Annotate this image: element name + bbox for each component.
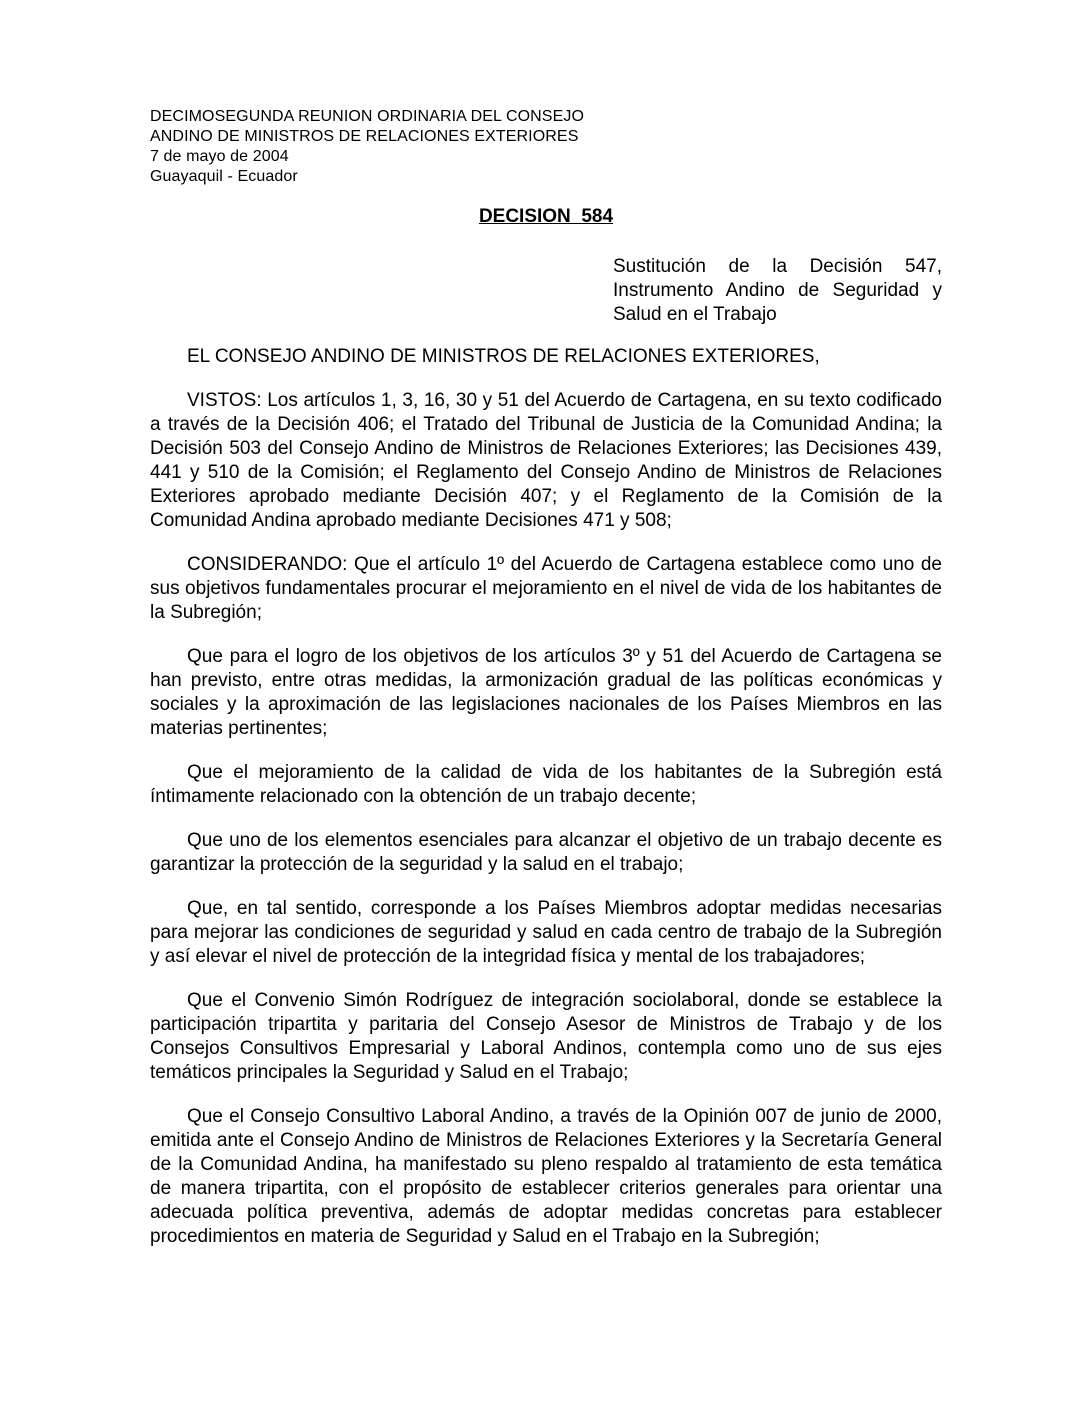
decision-title: DECISION 584 [478,206,614,227]
paragraph-considerando: CONSIDERANDO: Que el artículo 1º del Acuerdo de Cartagena establece como uno de sus objetivos fundamentales procurar el mejoramiento en el nivel de vida de los habitantes de la Subregión; [150,554,942,623]
paragraph-que-mejoramiento-calidad: Que el mejoramiento de la calidad de vida de los habitantes de la Subregión está íntimamente relacionado con la obtención de un trabajo decente; [150,762,942,807]
header-line-date: 7 de mayo de 2004 [150,148,289,165]
document-body [150,345,942,1249]
paragraph-que-consejo-consultivo: Que el Consejo Consultivo Laboral Andino, a través de la Opinión 007 de junio de 2000, emitida ante el Consejo Andino de Ministros de Relaciones Exteriores y la Secretaría General de la Comunidad Andina, ha manifestado su pleno respaldo al tratamiento de esta temática de manera tripartita, con el propósito de establecer criterios generales para orientar una adecuada política preventiva, además de adoptar medidas concretas para establecer procedimientos en materia de Seguridad y Salud en el Trabajo en la Subregión; [150,1106,942,1247]
decision-subtitle: Sustitución de la Decisión 547, Instrumento Andino de Seguridad y Salud en el Trabajo [613,256,942,325]
paragraph-vistos: VISTOS: Los artículos 1, 3, 16, 30 y 51 del Acuerdo de Cartagena, en su texto codificado a través de la Decisión 406; el Tratado del Tribunal de Justicia de la Comunidad Andina; la Decisión 503 del Consejo Andino de Ministros de Relaciones Exteriores; las Decisiones 439, 441 y 510 de la Comisión; el Reglamento del Consejo Andino de Ministros de Relaciones Exteriores aprobado mediante Decisión 407; y el Reglamento de la Comisión de la Comunidad Andina aprobado mediante Decisiones 471 y 508; [150,390,942,531]
paragraph-que-en-tal-sentido: Que, en tal sentido, corresponde a los Países Miembros adoptar medidas necesarias para mejorar las condiciones de seguridad y salud en cada centro de trabajo de la Subregión y así elevar el nivel de protección de la integridad física y mental de los trabajadores; [150,898,942,967]
decision-title-row [150,205,942,229]
header-line-place: Guayaquil - Ecuador [150,168,298,185]
header-line-meeting: DECIMOSEGUNDA REUNION ORDINARIA DEL CONSEJO [150,108,584,125]
paragraph-salutation: EL CONSEJO ANDINO DE MINISTROS DE RELACIONES EXTERIORES, [187,346,820,367]
header-line-council: ANDINO DE MINISTROS DE RELACIONES EXTERIORES [150,128,579,145]
paragraph-que-logro-objetivos: Que para el logro de los objetivos de los artículos 3º y 51 del Acuerdo de Cartagena se han previsto, entre otras medidas, la armonización gradual de las políticas económicas y sociales y la aproximación de las legislaciones nacionales de los Países Miembros en las materias pertinentes; [150,646,942,739]
document-header [150,107,942,187]
paragraph-que-elementos-esenciales: Que uno de los elementos esenciales para alcanzar el objetivo de un trabajo decente es garantizar la protección de la seguridad y la salud en el trabajo; [150,830,942,875]
paragraph-que-convenio-simon-rodriguez: Que el Convenio Simón Rodríguez de integración sociolaboral, donde se establece la participación tripartita y paritaria del Consejo Asesor de Ministros de Trabajo y de los Consejos Consultivos Empresarial y Laboral Andinos, contempla como uno de sus ejes temáticos principales la Seguridad y Salud en el Trabajo; [150,990,942,1083]
